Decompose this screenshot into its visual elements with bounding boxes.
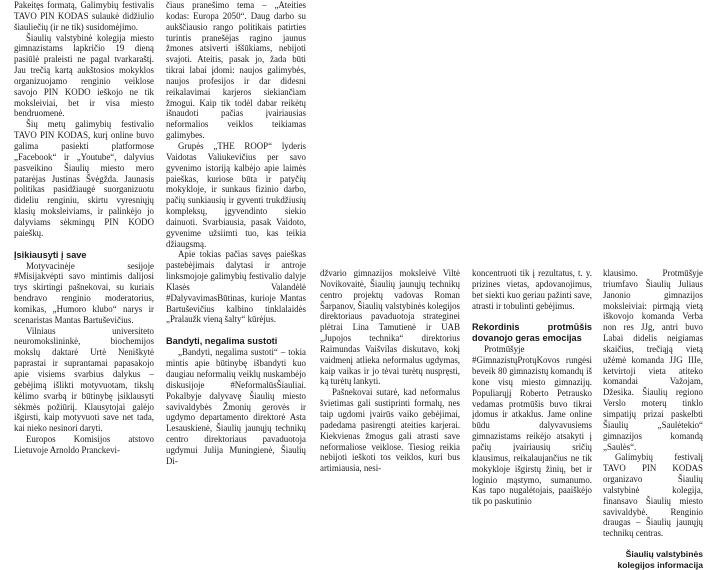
- paragraph: Vilniaus universiteto neuromokslininkė, biochemijos mokslų daktarė Urtė Neniškytė paprastai ir suprantamai papasakojo apie visiems svarbius dalykus – gebėjimą išlikti motyvuotam, tikslų kėlimo svarbą ir būtinybę įsiklausyti sėkmės požiūriį. Klausytojai galėjo išgirsti, kaip motyvuoti save net tada, kai nieko nesinori daryti.: [14, 325, 154, 434]
- paragraph: Motyvacinėje sesijoje #Misijakvėpti savo mintimis dalijosi trys skirtingi pašnekovai, su kuriais bendravo renginio moderatorius, komikas, „Humoro klubo“ narys ir scenaristas Mantas Bartuševičius.: [14, 260, 154, 325]
- article-column-1: [14, 0, 154, 456]
- article-column-2: [166, 0, 306, 467]
- paragraph: Pakeitęs formatą, Galimybių festivalis TAVO PIN KODAS sulaukė didžiulio šiauliečių (ir ne tik) susidomėjimo.: [14, 0, 154, 32]
- author-signature: Šiaulių valstybinės kolegijos informacija: [617, 549, 703, 570]
- paragraph: Šiaulių valstybinė kolegija miesto gimnazistams lapkričio 19 dieną pasiūlė praleisti ne pagal tvarkaraštį. Jau trečią kartą aukštosios mokyklos organizuojamo renginio veiklose savojo PIN KODO ieškojo ne tik moksleiviai, bet ir visa miesto bendruomenė.: [14, 32, 154, 119]
- paragraph: Pašnekovai sutarė, kad neformalus švietimas gali sustiprinti formalų, nes taip ugdomi įvairūs vaiko gebėjimai, padedama pasirengti ateities karjerai. Kiekvienas žmogus gali atrasti save neformaliose veiklose. Tiesiog reikia nebijoti ieškoti tos veiklos, kuri bus artimiausia, nesi-: [320, 387, 460, 474]
- paragraph: Šių metų galimybių festivalio TAVO PIN KODAS, kurį online buvo galima pasiekti platformose „Facebook“ ir „Youtube“, dalyvius pasveikino Šiaulių miesto mero patarėjas Justinas Švėgžda. Jaunasis politikas pasidžiaugė suorganizuotu dideliu renginiu, skirtu vyresniųjų klasių moksleiviams, ir palinkėjo jo dalyviams sėkmingų PIN KODO paieškų.: [14, 119, 154, 238]
- paragraph: koncentruoti tik į rezultatus, t. y. prizines vietas, apdovanojimus, bet siekti kuo geriau pažinti save, atrasti ir tobulinti gebėjimus.: [472, 268, 592, 311]
- section-heading: Įsikiausyti į save: [14, 249, 87, 260]
- paragraph: Protmūšyje #GimnazistųProtųKovos rungėsi beveik 80 gimnazistų komandų iš kone visų miesto gimnazijų. Populiarųjį Roberto Petrausko vedamas protmūšis buvo tikrai įdomus ir atkaklus. Jame online būdu dalyvavusiems gimnazistams reikėjo atsakyti į pačių įvairiausių sričių klausimus, reikalaujančius ne tik mokykloje išgirstų žinių, bet ir loginio mąstymo, sumanumo. Kas tapo nugalėtojais, paaiškėjo tik po paskutinio: [472, 344, 592, 507]
- article-column-5: [603, 268, 703, 570]
- paragraph: Galimybių festivalį TAVO PIN KODAS organizavo Šiaulių valstybinė kolegija, finansavo Šiaulių miesto savivaldybė. Renginio draugas – Šiaulių jaunųjų technikų centras.: [603, 452, 703, 539]
- paragraph: Apie tokias pačias savęs paieškas pastebėjimais dalytasi ir antroje linksmojoje galimybių festivalio dalyje Klasės Valandėlė #DalyvavimasBūtinas, kurioje Mantas Bartuševičius kalbino tinklalaidės „Pralaužk vieną šalty“ kūrėjus.: [166, 249, 306, 325]
- paragraph: klausimo. Protmūšyje triumfavo Šiaulių Juliaus Janonio gimnazijos moksleiviai: pirmąją vietą iškovojo komanda Verba non res JJg, antri buvo Labai didelis neigiamas skaičius, trečiąją vietą užėmė komanda JJG IIIe, ketvirtoji vieta atiteko komandai Važojam, Džesika. Šiaulių regiono Verslo moterų tinklo simpatijų prizai paskelbti Šiaulių „Saulėtekio“ gimnazijos komandą „Saulės“.: [603, 268, 703, 452]
- article-column-4: [472, 268, 592, 507]
- section-heading: Rekordinis protmūšis dovanojo geras emocijas: [472, 322, 592, 344]
- paragraph: čiaus pranešimo tema – „Ateities kodas: Europa 2050“. Daug darbo su aukščiausio rango politikais patirties turintis pranešėjas ragino jaunus žmones atsiverti iššūkiams, nebijoti svajoti. Ateitis, pasak jo, žada būti tikrai labai įdomi: naujos galimybės, naujos profesijos ir dar didesni reikalavimai karjeros siekiančiam žmogui. Kaip tik todėl dabar reikėtų išnaudoti pačias įvairiausias neformalios veiklos teikiamas galimybes.: [166, 0, 306, 141]
- paragraph: džvario gimnazijos moksleivė Viltė Novikovaitė, Šiaulių jaunųjų technikų centro projektų vadovas Roman Šarpanov, Šiaulių valstybinės kolegijos direktoriaus pavaduotoja strateginei plėtrai Lina Tamutienė ir UAB „Jupojos technika“ direktorius Raimundas Vaišvilas diskutavo, kokį vaidmenį atlieka neformalus ugdymas, kaip vaikas ir jo tėvai turėtų nuspręsti, ką turėtų lankyti.: [320, 268, 460, 387]
- article-column-3: [320, 268, 460, 474]
- paragraph: Grupės „THE ROOP“ lyderis Vaidotas Valiukevičius per savo gyvenimo istoriją kalbėjo apie laimės paieškas, kuriose būta ir patyčių mokykloje, ir sunkaus fizinio darbo, pačių sunkiausių ir gyventi trukdžiusių kompleksų, įgyvendinto siekio dainuoti. Svarbiausia, pasak Vaidoto, gyvenime užsiimti tuo, kas teikia džiaugsmą.: [166, 140, 306, 249]
- paragraph: Europos Komisijos atstovo Lietuvoje Arnoldo Pranckevi-: [14, 434, 154, 455]
- section-heading: Bandyti, negalima sustoti: [166, 336, 278, 347]
- paragraph: „Bandyti, negalima sustoti“ – tokia mintis apie būtinybę išbandyti kuo daugiau neformalių veiklų nuskambėjo diskusijoje #NeformalūsŠiauliai. Pokalbyje dalyvavę Šiaulių miesto savivaldybės Žmonių gerovės ir ugdymo departamento direktorė Asta Lesauskienė, Šiaulių jaunųjų technikų centro direktoriaus pavaduotoja ugdymui Julija Muningienė, Šiaulių Di-: [166, 347, 306, 466]
